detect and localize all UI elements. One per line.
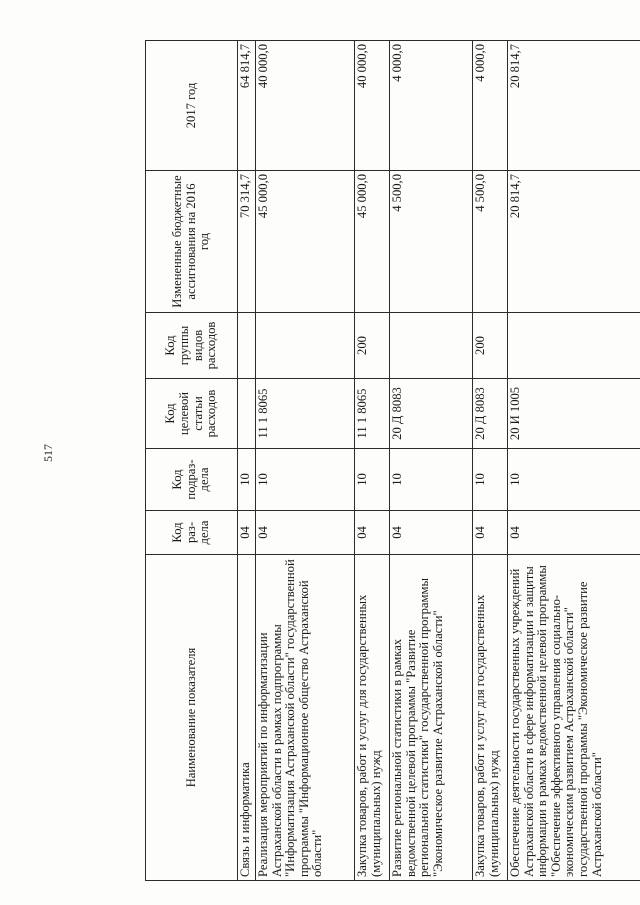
- row-subsection: 10: [238, 449, 256, 511]
- row-subsection: 10: [390, 449, 473, 511]
- row-2017: 40 000,0: [355, 41, 390, 171]
- row-changed-2016: 45 000,0: [355, 171, 390, 313]
- row-changed-2016: 45 000,0: [256, 171, 355, 313]
- row-group: [256, 313, 355, 379]
- row-group: 200: [473, 313, 508, 379]
- table-row: [256, 41, 355, 881]
- row-subsection: 10: [355, 449, 390, 511]
- row-name: Закупка товаров, работ и услуг для государственных (муниципальных) нужд: [473, 555, 508, 881]
- row-section: 04: [508, 511, 640, 555]
- row-changed-2016: 20 814,7: [508, 171, 640, 313]
- row-subsection: 10: [473, 449, 508, 511]
- row-target: 20 И 1005: [508, 379, 640, 449]
- table-row: [355, 41, 390, 881]
- row-section: 04: [238, 511, 256, 555]
- row-group: [508, 313, 640, 379]
- header-changed-2016: Измененные бюджетные ассигнования на 2016 год: [146, 171, 238, 313]
- row-changed-2016: 4 500,0: [390, 171, 473, 313]
- row-section: 04: [256, 511, 355, 555]
- row-section: 04: [473, 511, 508, 555]
- row-target: 20 Д 8083: [473, 379, 508, 449]
- row-name: Закупка товаров, работ и услуг для государственных (муниципальных) нужд: [355, 555, 390, 881]
- table-row: [238, 41, 256, 881]
- row-group: 200: [355, 313, 390, 379]
- header-name: Наименование показателя: [146, 555, 238, 881]
- header-2017: 2017 год: [146, 41, 238, 171]
- row-2017: 20 814,7: [508, 41, 640, 171]
- row-2017: 4 000,0: [473, 41, 508, 171]
- table-row: [390, 41, 473, 881]
- table-row: [473, 41, 508, 881]
- header-subsection-code: Код подраз-дела: [146, 449, 238, 511]
- row-name: Развитие региональной статистики в рамках ведомственной целевой программы "Развитие региональной статистики" государственной программы "Экономическое развитие Астраханской области": [390, 555, 473, 881]
- row-subsection: 10: [508, 449, 640, 511]
- table-row: [508, 41, 640, 881]
- row-target: 11 1 8065: [355, 379, 390, 449]
- row-target: 20 Д 8083: [390, 379, 473, 449]
- row-target: 11 1 8065: [256, 379, 355, 449]
- row-2017: 64 814,7: [238, 41, 256, 171]
- budget-table: [145, 40, 640, 881]
- rotated-table-container: [145, 41, 604, 881]
- row-name: Реализация мероприятий по информатизации Астраханской области в рамках подпрограммы "Информатизация Астраханской области" государственной программы "Информационное общество Астраханской области": [256, 555, 355, 881]
- row-changed-2016: 4 500,0: [473, 171, 508, 313]
- header-group-code: Код группы видов расходов: [146, 313, 238, 379]
- row-name: Связь и информатика: [238, 555, 256, 881]
- row-target: [238, 379, 256, 449]
- row-group: [238, 313, 256, 379]
- row-subsection: 10: [256, 449, 355, 511]
- row-2017: 40 000,0: [256, 41, 355, 171]
- row-2017: 4 000,0: [390, 41, 473, 171]
- header-section-code: Код раз-дела: [146, 511, 238, 555]
- row-name: Обеспечение деятельности государственных учреждений Астраханской области в сфере информатизации и защиты информации в рамках ведомственной целевой программы "Обеспечение эффективного управления социально-экономическим развитием Астраханской области" государственной программы "Экономическое развитие Астраханской области": [508, 555, 640, 881]
- row-section: 04: [390, 511, 473, 555]
- page-number: 517: [41, 444, 55, 462]
- row-changed-2016: 70 314,7: [238, 171, 256, 313]
- row-group: [390, 313, 473, 379]
- header-target-code: Код целевой статьи расходов: [146, 379, 238, 449]
- row-section: 04: [355, 511, 390, 555]
- table-header-row: [146, 41, 238, 881]
